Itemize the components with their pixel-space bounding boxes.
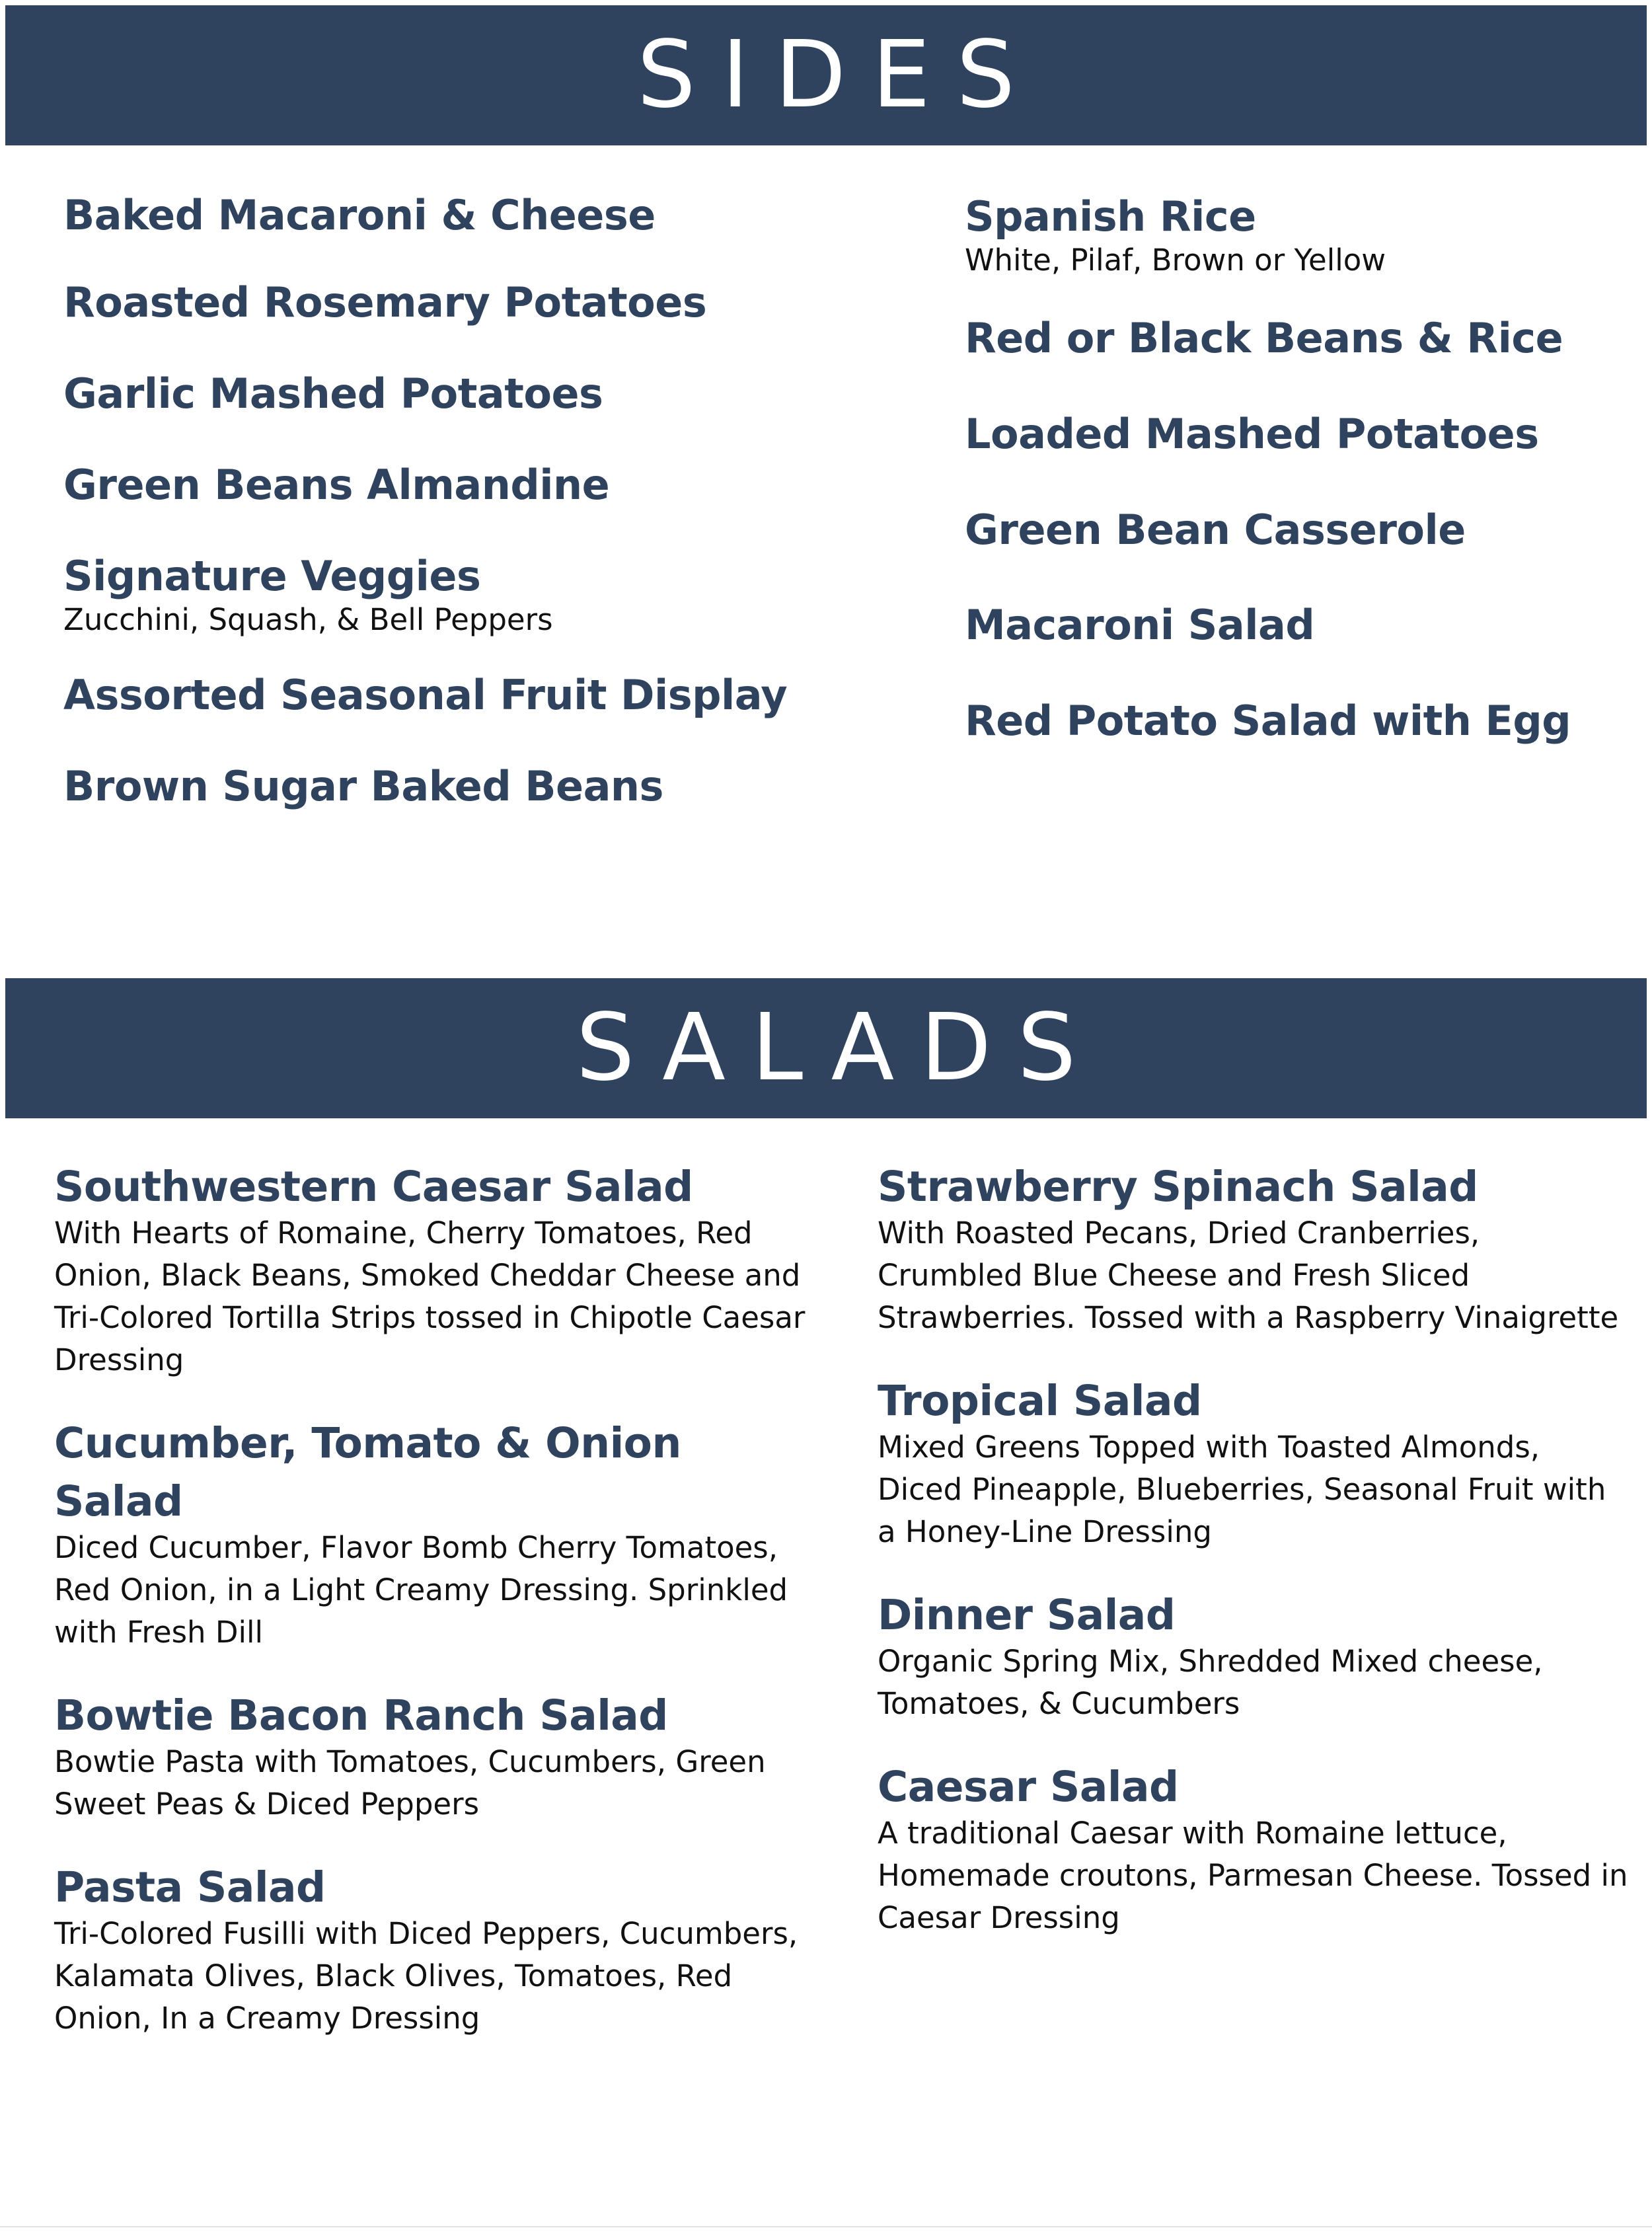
side-item-name: Garlic Mashed Potatoes <box>63 369 603 418</box>
side-item-name: Baked Macaroni & Cheese <box>63 191 656 239</box>
sides-banner <box>5 5 1647 145</box>
side-item-name: Red or Black Beans & Rice <box>965 314 1563 362</box>
salad-item-name: Tropical Salad <box>878 1377 1202 1425</box>
side-item-name: Green Bean Casserole <box>965 506 1466 554</box>
salad-item-description: Mixed Greens Topped with Toasted Almonds, Diced Pineapple, Blueberries, Seasonal Fruit with a Honey-Line Dressing <box>878 1430 1606 1549</box>
side-item-name: Assorted Seasonal Fruit Display <box>63 671 788 719</box>
sides-title: SIDES <box>636 21 1041 129</box>
salad-item-name: Cucumber, Tomato & Onion Salad <box>54 1419 681 1525</box>
side-item-name: Brown Sugar Baked Beans <box>63 762 663 810</box>
salad-item-name: Caesar Salad <box>878 1763 1179 1811</box>
side-item-description: Zucchini, Squash, & Bell Peppers <box>63 602 553 637</box>
salad-item-name: Pasta Salad <box>54 1863 326 1911</box>
side-item-name: Loaded Mashed Potatoes <box>965 410 1539 458</box>
salad-item-description: Organic Spring Mix, Shredded Mixed cheese, Tomatoes, & Cucumbers <box>878 1644 1543 1721</box>
salad-item-description: A traditional Caesar with Romaine lettuce, Homemade croutons, Parmesan Cheese. Tossed in Caesar Dressing <box>878 1816 1628 1935</box>
salad-item-description: With Roasted Pecans, Dried Cranberries, Crumbled Blue Cheese and Fresh Sliced Strawberries. Tossed with a Raspberry Vinaigrette <box>878 1215 1619 1335</box>
salad-item-description: Diced Cucumber, Flavor Bomb Cherry Tomatoes, Red Onion, in a Light Creamy Dressing. Sprinkled with Fresh Dill <box>54 1530 788 1650</box>
sides-right-column <box>965 188 1626 750</box>
salad-item-name: Bowtie Bacon Ranch Salad <box>54 1691 668 1740</box>
side-item-name: Spanish Rice <box>965 192 1256 241</box>
salad-item-name: Southwestern Caesar Salad <box>54 1163 693 1211</box>
side-item-name: Roasted Rosemary Potatoes <box>63 278 707 327</box>
salad-item-description: With Hearts of Romaine, Cherry Tomatoes, Red Onion, Black Beans, Smoked Cheddar Cheese and Tri-Colored Tortilla Strips tossed in Chipotle Caesar Dressing <box>54 1215 806 1377</box>
salads-title: SALADS <box>576 994 1102 1102</box>
salads-right-column <box>878 1158 1631 1939</box>
salads-banner <box>5 978 1647 1118</box>
side-item-name: Signature Veggies <box>63 552 481 600</box>
sides-left-column <box>63 186 876 816</box>
side-item-name: Macaroni Salad <box>965 601 1315 649</box>
salad-item-name: Dinner Salad <box>878 1591 1176 1639</box>
salad-item-description: Tri-Colored Fusilli with Diced Peppers, Cucumbers, Kalamata Olives, Black Olives, Tomatoes, Red Onion, In a Creamy Dressing <box>54 1916 798 2036</box>
salads-left-column <box>54 1158 814 2040</box>
side-item-name: Green Beans Almandine <box>63 461 610 509</box>
salad-item-description: Bowtie Pasta with Tomatoes, Cucumbers, Green Sweet Peas & Diced Peppers <box>54 1744 766 1822</box>
side-item-description: White, Pilaf, Brown or Yellow <box>965 243 1386 278</box>
salad-item-name: Strawberry Spinach Salad <box>878 1163 1478 1211</box>
side-item-name: Red Potato Salad with Egg <box>965 697 1571 745</box>
page-bottom-divider <box>0 2226 1652 2227</box>
